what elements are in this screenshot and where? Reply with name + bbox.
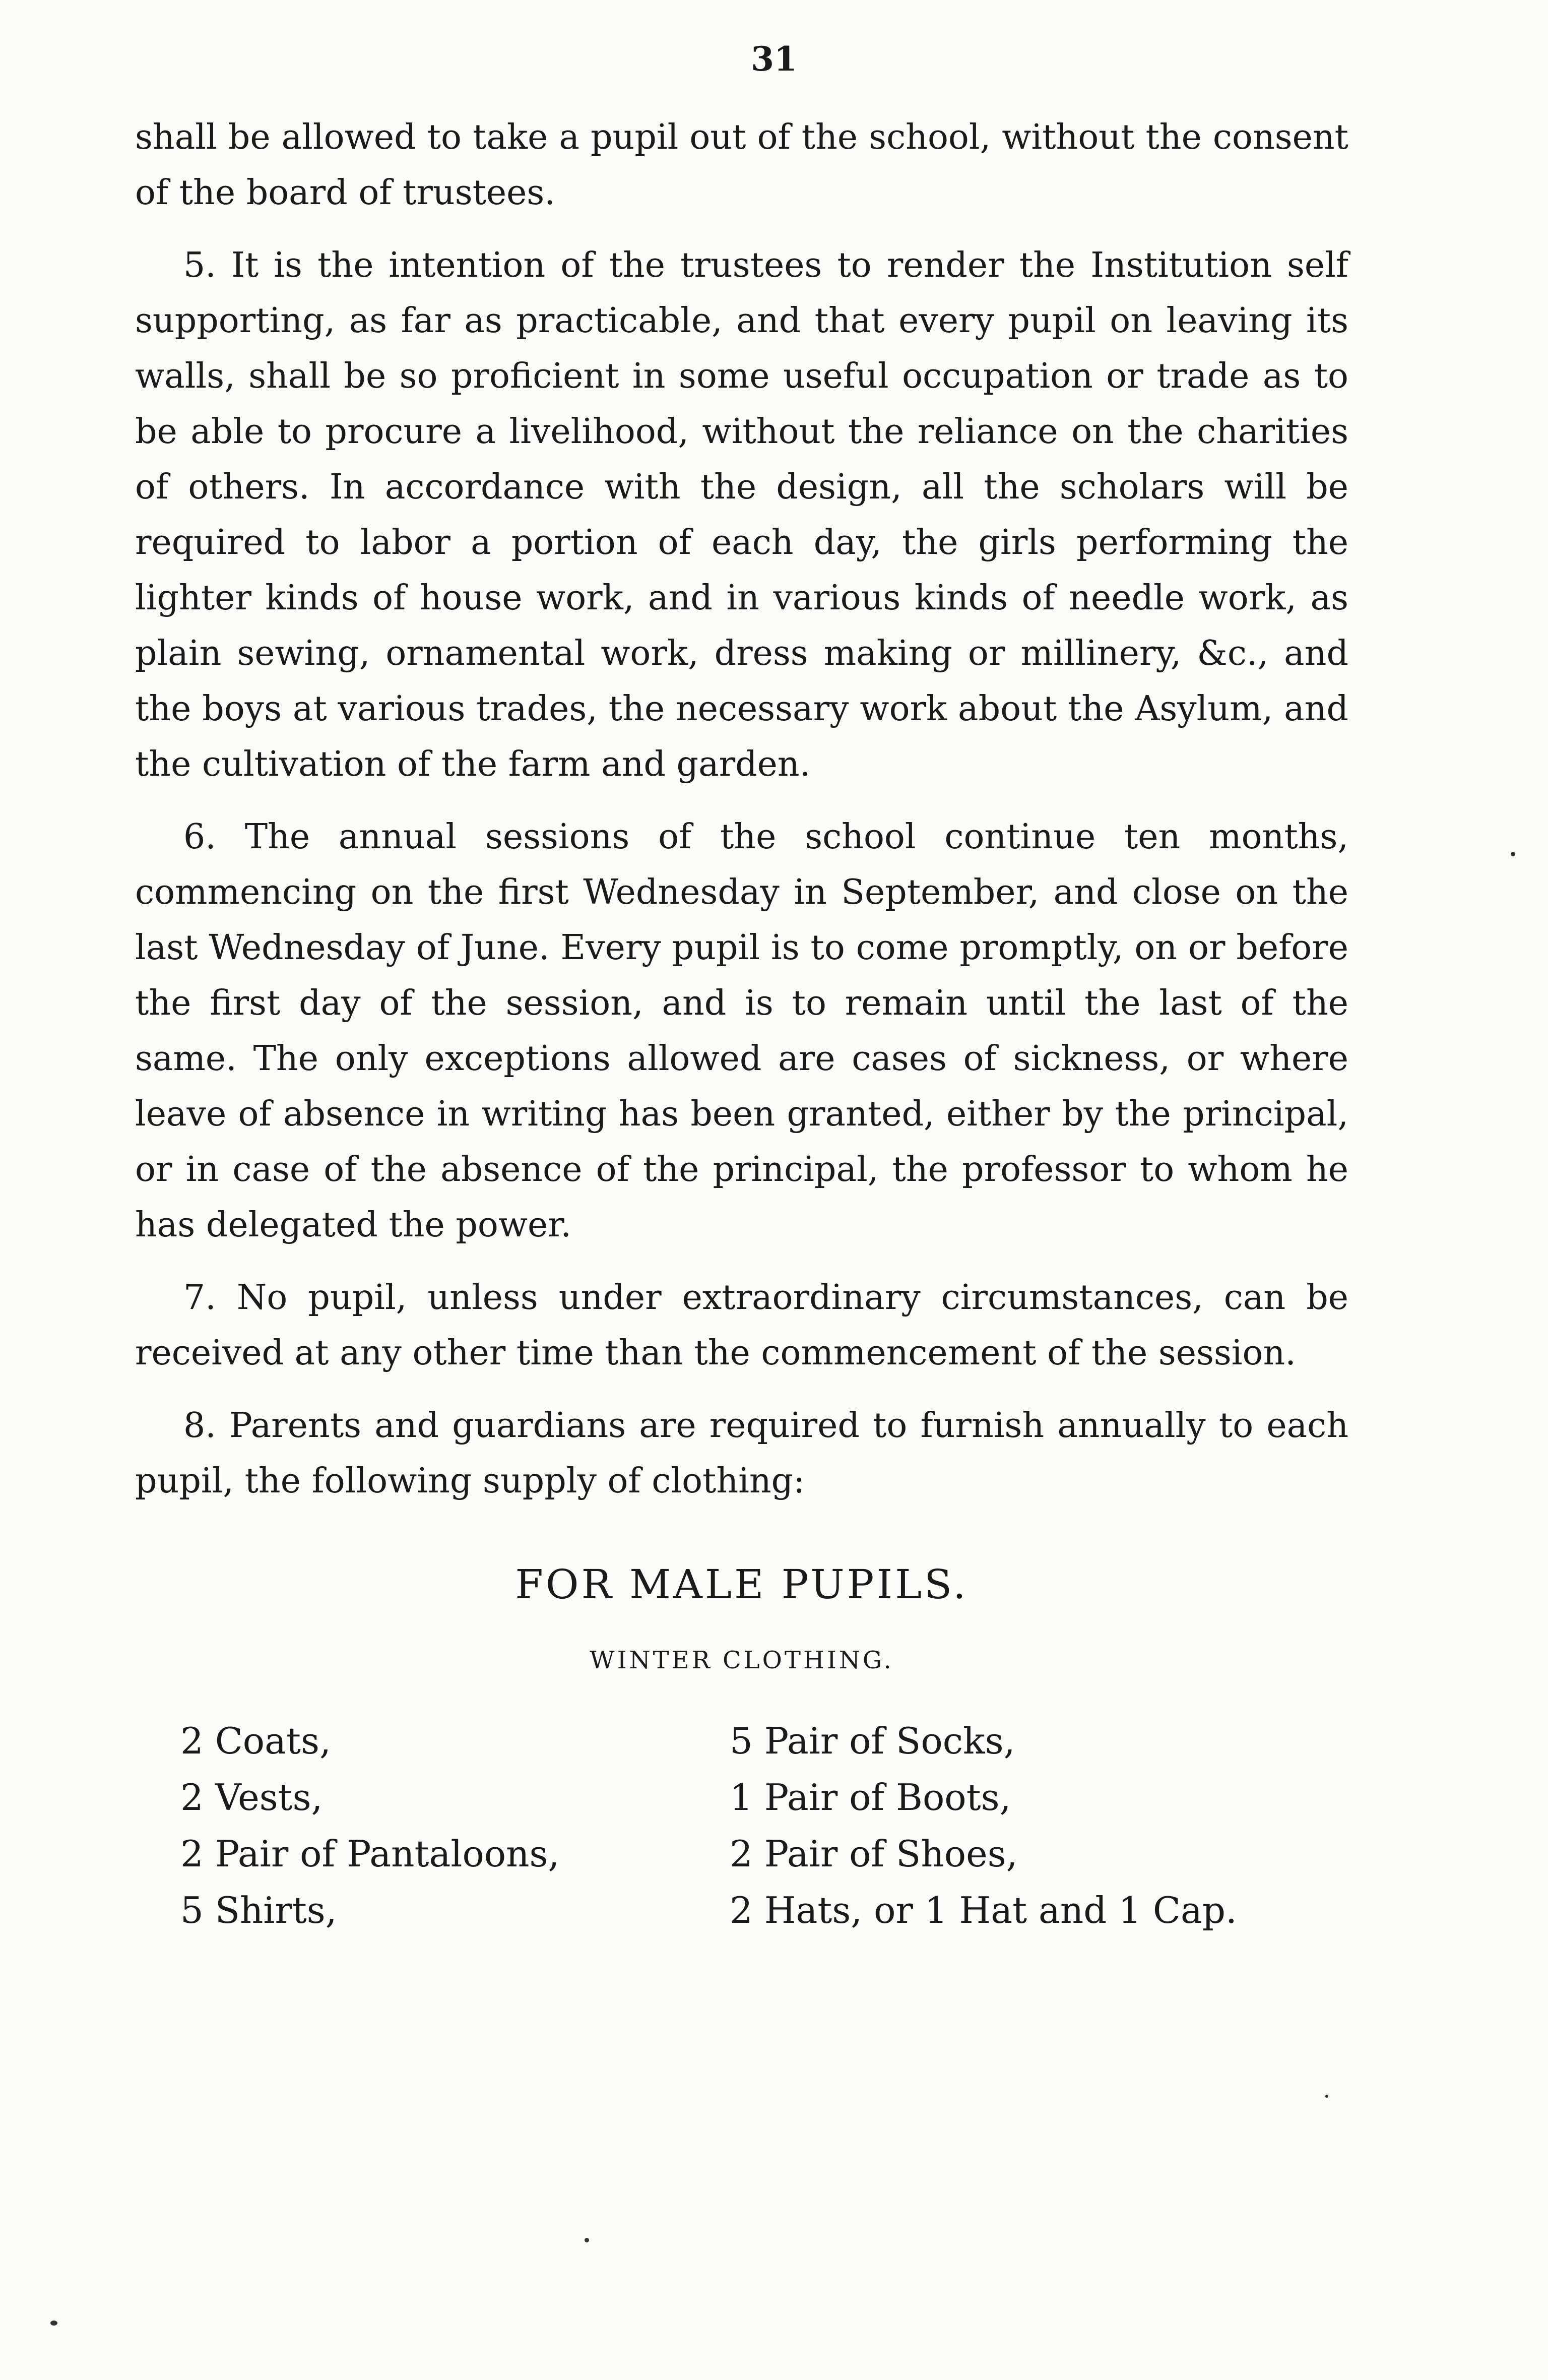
document-body [135, 110, 1348, 1938]
clothing-item: 2 Pair of Pantaloons, [180, 1833, 560, 1875]
clothing-item: 1 Pair of Boots, [730, 1776, 1011, 1819]
clothing-item: 2 Pair of Shoes, [730, 1833, 1018, 1875]
subheading: WINTER CLOTHING. [590, 1646, 894, 1674]
clothing-item: 5 Shirts, [180, 1889, 337, 1931]
paragraph-5: 5. It is the intention of the trustees to render the Institution self supporting, as far as practicable, and that every pupil on leaving its walls, shall be so proficient in some useful occupation or trade as to be able to procure a livelihood, without the reliance on the charities of others. In accordance with the design, all the scholars will be required to labor a portion of each day, the girls performing the lighter kinds of house work, and in various kinds of needle work, as plain sewing, ornamental work, dress making or millinery, &c., and the boys at various trades, the necessary work about the Asylum, and the cultivation of the farm and garden. [135, 245, 1348, 784]
print-speck [50, 2321, 57, 2326]
page-number: 31 [751, 39, 797, 79]
clothing-item: 2 Vests, [180, 1776, 323, 1819]
paragraph-8: 8. Parents and guardians are required to furnish annually to each pupil, the following supply of clothing: [135, 1406, 1348, 1501]
print-speck [1325, 2095, 1328, 2098]
clothing-item: 5 Pair of Socks, [730, 1720, 1015, 1762]
paragraph-7: 7. No pupil, unless under extraordinary circumstances, can be received at any other time than the commencement of the session. [135, 1278, 1348, 1373]
print-speck [1511, 852, 1515, 856]
section-heading: FOR MALE PUPILS. [515, 1561, 969, 1608]
clothing-list [180, 1713, 1348, 1938]
print-speck [585, 2238, 589, 2242]
paragraph-6: 6. The annual sessions of the school continue ten months, commencing on the first Wednesday in September, and close on the last Wednesday of June. Every pupil is to come promptly, on or before the first day of the session, and is to remain until the last of the same. The only exceptions allowed are cases of sickness, or where leave of absence in writing has been granted, either by the principal, or in case of the absence of the principal, the professor to whom he has delegated the power. [135, 817, 1348, 1245]
clothing-item: 2 Hats, or 1 Hat and 1 Cap. [730, 1889, 1237, 1931]
paragraph-continuation: shall be allowed to take a pupil out of the school, without the consent of the board of trustees. [135, 117, 1348, 213]
clothing-item: 2 Coats, [180, 1720, 331, 1762]
